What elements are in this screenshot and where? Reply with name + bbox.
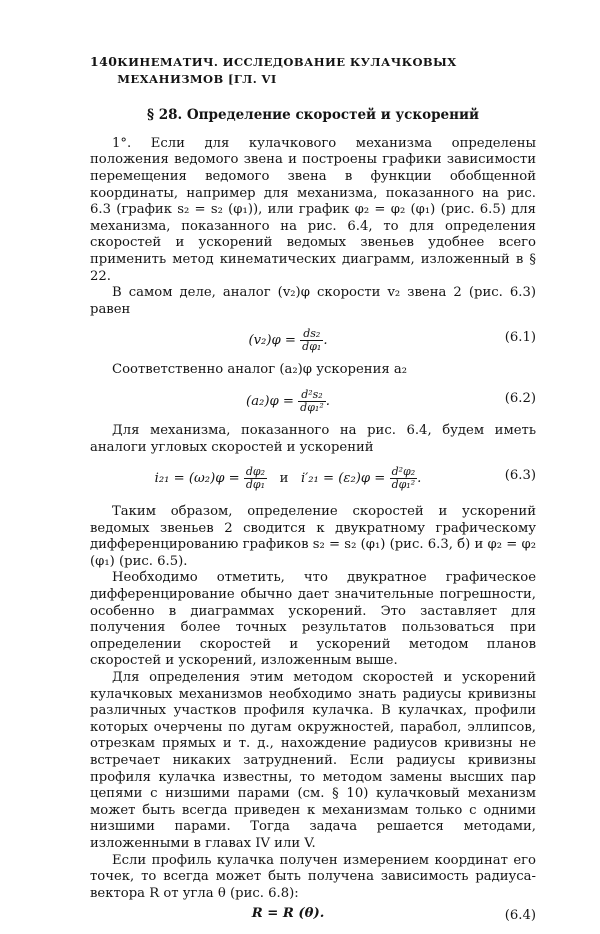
eq1-denominator: dφ₁ [302,340,322,354]
paragraph-7: Для определения этим методом скоростей и ускорений кулачковых механизмов необходимо знать радиусы кривизны различных участков профиля кулачка. В кулачках, профили которых очерчены по дугам окружностей, парабол, эллипсов, отрезкам прямых и т. д., нахождение радиусов кривизны не встречает никаких затруднений. Если радиусы кривизны профиля кулачка известны, то методом замены высших пар цепями с низшими парами (см. § 10) кулачковый механизм может быть всегда приведен к механизмам только с одними низшими парами. Тогда задача решается методами, изложенными в главах IV или V. [90,670,536,851]
paragraph-8: Если профиль кулачка получен измерением координат его точек, то всегда может быть получена зависимость радиуса-вектора R от угла θ (рис. 6.8): [90,852,536,901]
section-title: § 28. Определение скоростей и ускорений [146,107,480,124]
paragraph-6: Необходимо отметить, что двукратное графическое дифференцирование обычно дает значительные погрешности, особенно в диаграммах ускорений. Это заставляет для получения более точных результатов пользоваться при определении скоростей и ускорений методом планов скоростей и ускорений, изложенным выше. [90,570,536,669]
eq3-conjunction: и [279,471,289,487]
paragraph-5: Таким образом, определение скоростей и ускорений ведомых звеньев 2 сводится к двукратному графическому дифференцированию графиков s₂ = s₂ (φ₁) (рис. 6.3, б) и φ₂ = φ₂ (φ₁) (рис. 6.5). [90,504,536,569]
equation-label-6-1: (6.1) [504,330,536,346]
equation-label-6-4: (6.4) [504,908,536,924]
eq2-lhs: (a₂)φ = [246,393,294,409]
paragraph-4: Для механизма, показанного на рис. 6.4, будем иметь аналоги угловых скоростей и ускорений [90,422,536,455]
eq3-numerator-1: dφ₂ [245,465,266,479]
eq1-numerator: ds₂ [300,328,323,341]
eq2-numerator: d²s₂ [298,389,326,402]
eq3-lhs1: i₂₁ = (ω₂)φ = [154,471,240,487]
paragraph-2: В самом деле, аналог (v₂)φ скорости v₂ звена 2 (рис. 6.3) равен [90,285,536,317]
equation-6-3 [90,460,536,498]
equation-label-6-3: (6.3) [504,468,536,484]
eq3-tail: . [417,471,422,487]
equation-label-6-2: (6.2) [504,390,536,406]
eq2-denominator: dφ₁² [300,400,324,414]
equation-6-4 [90,904,536,928]
eq4-expression: R = R (θ). [251,906,325,922]
eq1-tail: . [323,333,328,349]
eq1-lhs: (v₂)φ = [248,333,296,349]
eq3-fraction-1 [244,466,267,491]
eq2-tail: . [325,393,330,409]
running-title: КИНЕМАТИЧ. ИССЛЕДОВАНИЕ КУЛАЧКОВЫХ МЕХАНИЗМОВ [ГЛ. VI [117,55,457,86]
eq2-fraction [298,389,326,414]
eq3-lhs2: i′₂₁ = (ε₂)φ = [301,471,386,487]
eq3-denominator-1: dφ₁ [245,478,266,492]
paragraph-1: 1°. Если для кулачкового механизма определены положения ведомого звена и построены графики зависимости перемещения ведомого звена в функции обобщенной координаты, например для механизма, показанного на рис. 6.3 (график s₂ = s₂ (φ₁)), или график φ₂ = φ₂ (φ₁) (рис. 6.5) для механизма, показанного на рис. 6.4, то для определения скоростей и ускорений ведомых звеньев удобнее всего применить метод кинематических диаграмм, изложенный в § 22. [90,135,536,284]
equation-6-1 [90,322,536,356]
page-number: 140 [90,54,118,69]
eq3-fraction-2 [390,466,418,491]
eq3-numerator-2: d²φ₂ [391,465,416,479]
equation-6-2 [90,383,536,417]
running-header [90,54,536,87]
book-page [90,54,536,934]
paragraph-3: Соответственно аналог (a₂)φ ускорения a₂ [112,362,408,378]
eq3-denominator-2: dφ₁² [391,478,416,492]
eq1-fraction [300,328,323,353]
